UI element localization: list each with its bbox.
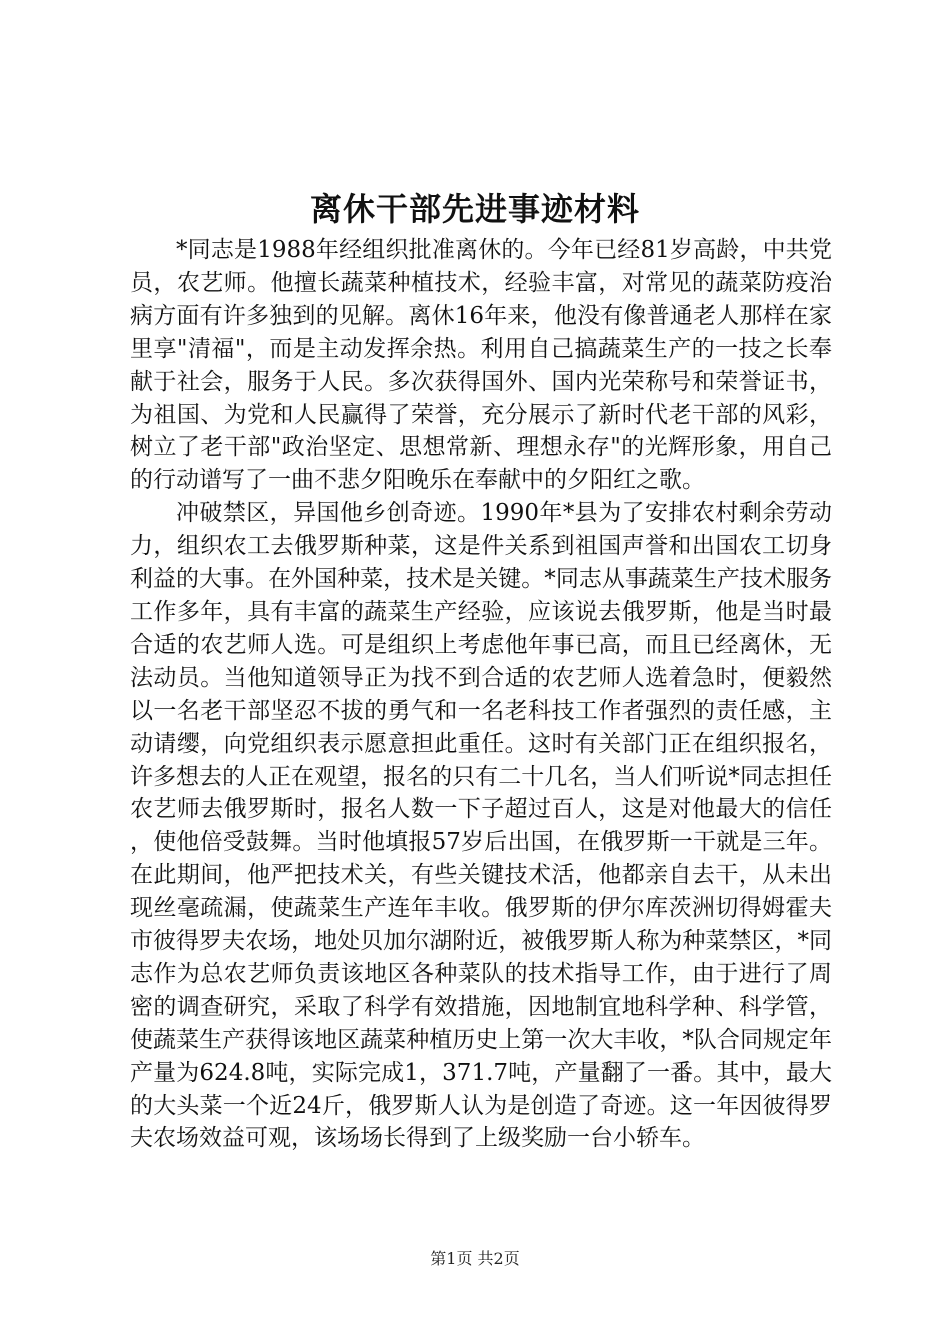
page-footer: 第1页 共2页 xyxy=(430,1249,520,1268)
paragraph-intro: *同志是1988年经组织批准离休的。今年已经81岁高龄，中共党员，农艺师。他擅长蔬菜种植技术，经验丰富，对常见的蔬菜防疫治病方面有许多独到的见解。离休16年来，他没有像普通老人那样在家里享"清福"，而是主动发挥余热。利用自己搞蔬菜生产的一技之长奉献于社会，服务于人民。多次获得国外、国内光荣称号和荣誉证书，为祖国、为党和人民赢得了荣誉，充分展示了新时代老干部的风彩，树立了老干部"政治坚定、思想常新、理想永存"的光辉形象，用自己的行动谱写了一曲不悲夕阳晚乐在奉献中的夕阳红之歌。 xyxy=(130,237,832,494)
document-title: 离休干部先进事迹材料 xyxy=(309,190,640,228)
document-body xyxy=(130,234,832,1155)
paragraph-russia: 冲破禁区，异国他乡创奇迹。1990年*县为了安排农村剩余劳动力，组织农工去俄罗斯种菜，这是件关系到祖国声誉和出国农工切身利益的大事。在外国种菜，技术是关键。*同志从事蔬菜生产技术服务工作多年，具有丰富的蔬菜生产经验，应该说去俄罗斯，他是当时最合适的农艺师人选。可是组织上考虑他年事已高，而且已经离休，无法动员。当他知道领导正为找不到合适的农艺师人选着急时，便毅然以一名老干部坚忍不拔的勇气和一名老科技工作者强烈的责任感，主动请缨，向党组织表示愿意担此重任。这时有关部门正在组织报名，许多想去的人正在观望，报名的只有二十几名，当人们听说*同志担任农艺师去俄罗斯时，报名人数一下子超过百人，这是对他最大的信任，使他倍受鼓舞。当时他填报57岁后出国，在俄罗斯一干就是三年。在此期间，他严把技术关，有些关键技术活，他都亲自去干，从未出现丝毫疏漏，使蔬菜生产连年丰收。俄罗斯的伊尔库茨洲切得姆霍夫市彼得罗夫农场，地处贝加尔湖附近，被俄罗斯人称为种菜禁区，*同志作为总农艺师负责该地区各种菜队的技术指导工作，由于进行了周密的调查研究，采取了科学有效措施，因地制宜地科学种、科学管，使蔬菜生产获得该地区蔬菜种植历史上第一次大丰收，*队合同规定年产量为624.8吨，实际完成1，371.7吨，产量翻了一番。其中，最大的大头菜一个近24斤，俄罗斯人认为是创造了奇迹。这一年因彼得罗夫农场效益可观，该场场长得到了上级奖励一台小轿车。 xyxy=(130,500,832,1152)
